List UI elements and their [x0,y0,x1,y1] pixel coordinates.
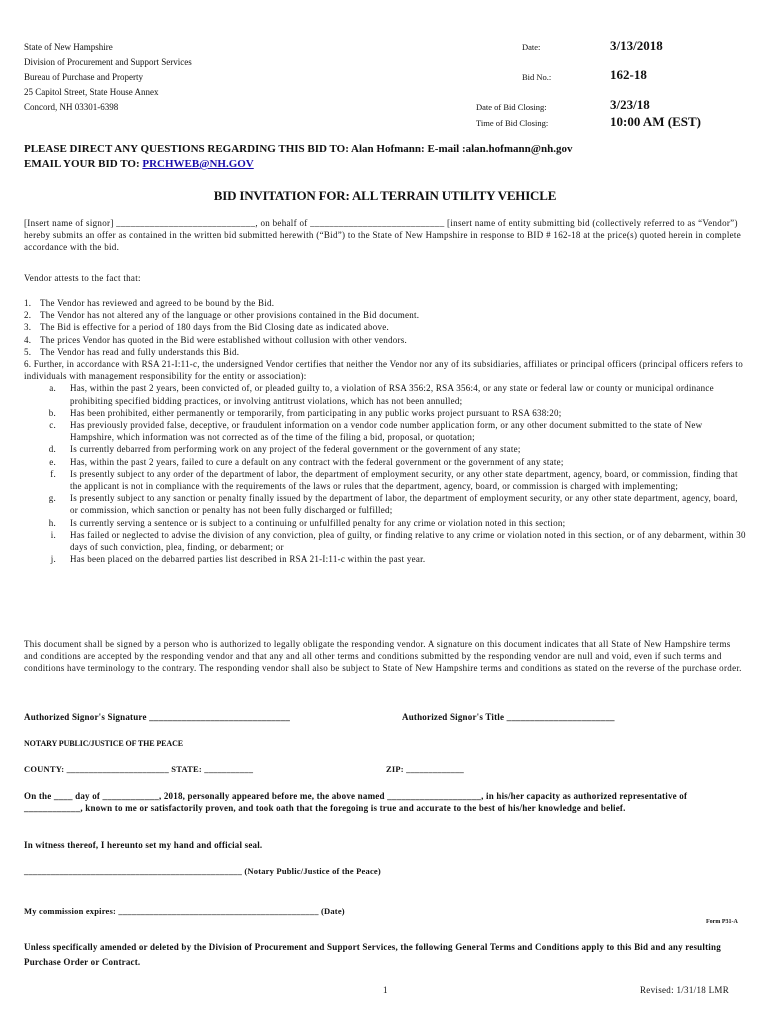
list-item: 3. The Bid is effective for a period of 180 days from the Bid Closing date as indicated above. [24,322,389,333]
list-item: 2. The Vendor has not altered any of the language or other provisions contained in the Bid document. [24,310,420,321]
page-title: BID INVITATION FOR: ALL TERRAIN UTILITY VEHICLE [213,188,557,203]
sub-item: c. Has previously provided false, deceptive, or fraudulent information on a vendor code number application form, or any other document submitted to the state of New Hampshire, which information was not corrected as of the time of the filing a bid, proposal, or quotation; [49,420,703,443]
date-label: Date: [522,42,541,52]
form-number: Form P31-A [706,919,738,925]
sub-item: a. Has, within the past 2 years, been convicted of, or pleaded guilty to, a violation of RSA 356:2, RSA 356:4, or any state or federal law or county or municipal ordinance prohibiting specified bidding practices, or involving antitrust violations, which has not been annulled; [49,383,714,406]
org-line-1: State of New Hampshire [24,42,113,52]
org-line-5: Concord, NH 03301-6398 [24,102,119,112]
attestation-list [24,297,748,565]
sub-item: i. Has failed or neglected to advise the division of any conviction, plea of guilty, or finding relative to any crime or violation noted in this section, or of any debarment, within 30 days of such conviction, plea, finding, or debarment; or [50,529,746,553]
notary-heading: NOTARY PUBLIC/JUSTICE OF THE PEACE [24,739,184,748]
oath-paragraph: On the ____ day of ____________, 2018, personally appeared before me, the above named ____________________, in his/her capacity as authorized representative of ____________, known to me or satisfactorily proven, and took oath that the foregoing is true and accurate to the best of his/her knowledge and belief. [24,791,688,814]
sub-item: f. Is presently subject to any order of the department of labor, the department of employment security, or any other state department, agency, board, or commission, finding that the applicant is not in compliance with the requirements of the laws or rules that the department, agency, board, or commission is charged with implementing; [50,468,738,492]
signing-paragraph: This document shall be signed by a person who is authorized to legally obligate the responding vendor. A signature on this document indicates that all State of New Hampshire terms and conditions are accepted by the responding vendor and that any and all other terms and conditions submitted by the responding vendor are null and void, even if such terms and conditions have terminology to the contrary. The responding vendor shall also be subject to State of New Hampshire terms and conditions as stated on the reverse of the purchase order. [24,639,742,674]
sub-item: e. Has, within the past 2 years, failed to cure a default on any contract with the federal government or the government of any state; [49,456,564,467]
questions-contact [24,142,572,172]
list-item: 1. The Vendor has reviewed and agreed to be bound by the Bid. [24,298,275,308]
date-value: 3/13/2018 [610,38,663,53]
signor-signature-line[interactable]: Authorized Signor's Signature ______________________________ [24,712,291,722]
list-item: 5. The Vendor has read and fully understands this Bid. [24,346,240,357]
closing-time-value: 10:00 AM (EST) [610,114,701,129]
revision-label: Revised: 1/31/18 LMR [640,985,729,995]
sub-item: j. Has been placed on the debarred parties list described in RSA 21-I:11-c within the past year. [50,554,426,565]
notary-signature-line[interactable]: _________________________________________________ (Notary Public/Justice of the Peace) [24,866,381,876]
bid-no-label: Bid No.: [522,72,552,82]
sub-item: h. Is currently serving a sentence or is subject to a continuing or unfulfilled penalty for any crime or violation noted in this section; [48,517,566,528]
bid-no-value: 162-18 [610,67,647,82]
agency-address-block [24,40,192,115]
org-line-2: Division of Procurement and Support Services [24,57,192,67]
list-item: 4. The prices Vendor has quoted in the Bid were established without collusion with other vendors. [24,334,408,345]
zip-line[interactable]: ZIP: _____________ [386,764,464,774]
signor-title-line[interactable]: Authorized Signor's Title _______________________ [402,712,615,722]
bid-email-link[interactable]: PRCHWEB@NH.GOV [142,158,254,170]
witness-line: In witness thereof, I hereunto set my hand and official seal. [24,840,263,850]
intro-paragraph: [Insert name of signor] _____________________________, on behalf of ____________________________ [insert name of entity submitting bid (collectively referred to as “Vendor”) hereby submits an offer as contained in the written bid submitted herewith (“Bid”) to the State of New Hampshire in response to BID # 162-18 at the price(s) quoted herein in complete accordance with the bid. [24,218,742,253]
attests-line: Vendor attests to the fact that: [24,273,141,283]
sub-item: g. Is presently subject to any sanction or penalty finally issued by the department of labor, the department of employment security, or any other state department, agency, board, or commission, which sanction or penalty has not been fully discharged or fulfilled; [48,493,738,516]
closing-date-value: 3/23/18 [610,97,650,112]
email-line [24,157,572,172]
list-item-6: 6. Further, in accordance with RSA 21-I:11-c, the undersigned Vendor certifies that neither the Vendor nor any of its subsidiaries, affiliates or principal officers (principal officers refers to individuals with management responsibility for the entity or association): [24,359,744,382]
terms-notice: Unless specifically amended or deleted by the Division of Procurement and Support Services, the following General Terms and Conditions apply to this Bid and any resulting Purchase Order or Contract. [24,942,721,967]
sub-item: b. Has been prohibited, either permanently or temporarily, from participating in any public works project pursuant to RSA 638:20; [48,407,562,418]
org-line-4: 25 Capitol Street, State House Annex [24,87,159,97]
questions-line: PLEASE DIRECT ANY QUESTIONS REGARDING THIS BID TO: Alan Hofmann: E-mail :alan.hofmann@nh.gov [24,143,573,155]
page-number: 1 [383,985,388,995]
email-prefix: EMAIL YOUR BID TO: [24,158,143,170]
org-line-3: Bureau of Purchase and Property [24,72,143,82]
county-state-line[interactable]: COUNTY: _______________________ STATE: ___________ [24,764,254,774]
sub-item: d. Is currently debarred from performing work on any project of the federal government or the government of any state; [48,444,521,455]
commission-expires-line[interactable]: My commission expires: _____________________________________________ (Date) [24,906,345,916]
closing-time-label: Time of Bid Closing: [476,118,549,128]
closing-date-label: Date of Bid Closing: [476,102,547,112]
